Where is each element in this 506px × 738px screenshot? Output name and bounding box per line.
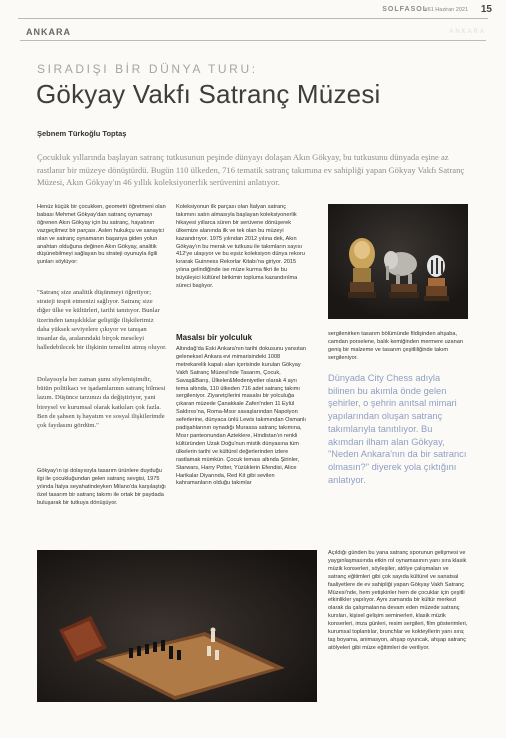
magazine-name: SOLFASOL — [382, 6, 428, 13]
article-author: Şebnem Türkoğlu Toptaş — [37, 129, 127, 138]
chess-figurines-photo — [328, 204, 468, 319]
quote-paragraph-1: "Satranç size analitik düşünmeyi öğretiyor; strateji tespit etmenizi sağlıyor. Satranç size diğer ülke ve kültürleri, tarihi tanıtıyor. Bunlar üzerinden tanışıklıklar geliştiğe ilişkilerimiz daha yüksek seviyelere çıkıyor ve tanışan insanlar da, aralarındaki birçok meseleyi halledebilecek bir ilişkinin temelini atmış oluyor. — [37, 289, 167, 352]
pull-quote: Dünyada City Chess adıyla bilinen bu akımla önde gelen şehirler, o şehrin anıtsal mimari yapılarından oluşan satranç takımlarıyla tanıtılıyor. Bu akımdan ilham alan Gökyay, "Neden Ankara'nın da bir satrancı olmasın?" diyerek yola çıktığını anlatıyor. — [328, 373, 467, 485]
section-rule — [20, 40, 486, 41]
col3-paragraph-1: sergilenirken tasarım bölümünde fildişinden ahşaba, camdan porselene, balık kemiğinden mermere uzanan geniş bir malzeme ve tasarım çeşitliliğinde takım sergileniyor. — [328, 331, 463, 361]
header-rule — [18, 18, 488, 19]
issue-label: #61 Haziran 2021 — [424, 7, 468, 13]
col1-paragraph-1: Henüz küçük bir çocukken, geometri öğretmeni olan babası Mehmet Gökyay'dan satranç oynamayı öğrenen Akın Gökyay için bu satranç, hayatının vazgeçilmez bir parçası. Aslen hukukçu ve sanayici olan ve satranç oynamanın başarıya giden yolun anahtarı olduğuna değinen Akın Gökyay, analitik düşünebilmeyi sağlayan bu strateji oyunuyla ilgili şunları söylüyor: — [37, 204, 166, 266]
quote-paragraph-2: Dolayısıyla her zaman şunu söylemişimdir, bütün politikacı ve işadamlarının satranç bilmesi lazım. Düşünce tarzınızı da değiştiriyor, yani bireysel ve kurumsal olarak katkıları çok fazla. Ben de şahsen iş hayatım ve sosyal ilişkilerimde çok faydasını gördüm." — [37, 376, 166, 430]
col2-paragraph-1: Koleksiyonun ilk parçası olan İtalyan satranç takımını satın almasıyla başlayan koleksiyonerlik hikayesi yıllarca süren bir serüvene dönüşerek ülkemize alanında ilk ve tek olan bu müzeyi kazandırıyor. 1975 yılından 2012 yılına dek, Akın Gökyay'ın bu merak ve tutkusu ile takımların sayısı 412'ye ulaşıyor ve bu eşsiz koleksiyon dünya rekoru kırarak Guinness Rekorlar Kitabı'na giriyor. 2015 yılına gelindiğinde ise müze kurma fikri ile bu büyüleyici kültürel birikimin topluma kazandırılma süreci başlıyor. — [176, 204, 305, 290]
section-city: ANKARA — [26, 27, 71, 37]
section-subhead: Masalsı bir yolculuk — [176, 333, 253, 342]
col2-paragraph-2: Altındağ'da Eski Ankara'nın tarihi dokusunu yansıtan geleneksel Ankara evi mimarisindeki 1008 metrekarelik kapalı alan içerisinde kurulan Gökyay Vakfı Satranç Müzesi'nde Tasarım, Çocuk, Savaş&Barış, Ülkeler&Medeniyetler olarak 4 ayrı tema altında, 110 ülkeden 716 adet satranç takımı sergileniyor. Ziyaretçilerini masalsı bir yolculuğa çıkaran müzede Çanakkale Zaferi'nden 11 Eylül Saldırısı'na, Roma-Mısır savaşlarından Napolyon seferlerine, dünyaca ünlü Lewis takımından Osmanlı padişahlarının oynadığı Murassa satranç takımına, Mısır panteonundan Azteklere, Hindistan'ın renkli kültüründen Uzak Doğu'nun mistik dünyasına tüm ülkelerin tarihi ve kültürel değerlerinden izlere rastlamak mümkün. Çocuk teması altında Şirinler, Starwars, Harry Potter, Yüzüklerin Efendisi, Alice Harikalar Diyarında, Red Kit gibi sevilen kahramanların olduğu takımlar — [176, 346, 306, 487]
col3-paragraph-2: Açıldığı günden bu yana satranç sporunun gelişmesi ve yaygınlaşmasında etkin rol oynamasının yanı sıra klasik müzik konserleri, söyleşiler, atölye çalışmaları ve satranç eğitimleri gibi çok sayıda kültürel ve sanatsal faaliyetlere de ev sahipliği yapan Gökyay Vakfı Satranç Müzesi'nde, hem yetişkinler hem de çocuklar için çeşitli etkinlikler yapılıyor. Aynı zamanda bir kültür merkezi olarak da çalışmalarına devam eden müzede satranç kursları, kişisel gelişim seminerleri, klasik müzik konserleri, imza günleri, resim sergileri, film gösterimleri, kurumsal toplantılar, brunchlar ve kokteyllerin yanı sıra; taş boyama, animasyon, ahşap oyuncak, ahşap satranç atölyeleri gibi müze eğitimleri de veriliyor. — [328, 550, 468, 651]
article-lead: Çocukluk yıllarında başlayan satranç tutkusunun peşinde dünyayı dolaşan Akın Gökyay, bu tutkusunu dünyada eşine az rastlanır bir müzeye dönüştürdü. Bugün 110 ülkeden, 716 tematik satranç takımına ev sahipliği yapan Gökyay Vakfı Satranç Müzesi, Akın Gökyay'ın 46 yıllık koleksiyonerlik serüvenini anlatıyor. — [37, 152, 465, 188]
chessboard-photo — [37, 550, 317, 702]
article-kicker: SIRADIŞI BİR DÜNYA TURU: — [37, 62, 258, 76]
page-number: 15 — [480, 4, 492, 15]
article-title: Gökyay Vakfı Satranç Müzesi — [36, 79, 381, 109]
section-city-ghost: ANKARA — [449, 29, 486, 35]
col1-paragraph-3: Gökyay'ın işi dolayısıyla tasarım ürünlere duyduğu ilgi ile çocukluğundan gelen satranç sevgisi, 1975 yılında İtalya seyahatindeyken Milano'da karşılaştığı özel tasarım bir satranç takımı ile ortak bir paydada buluşarak bir tutkuya dönüşüyor. — [37, 468, 166, 506]
